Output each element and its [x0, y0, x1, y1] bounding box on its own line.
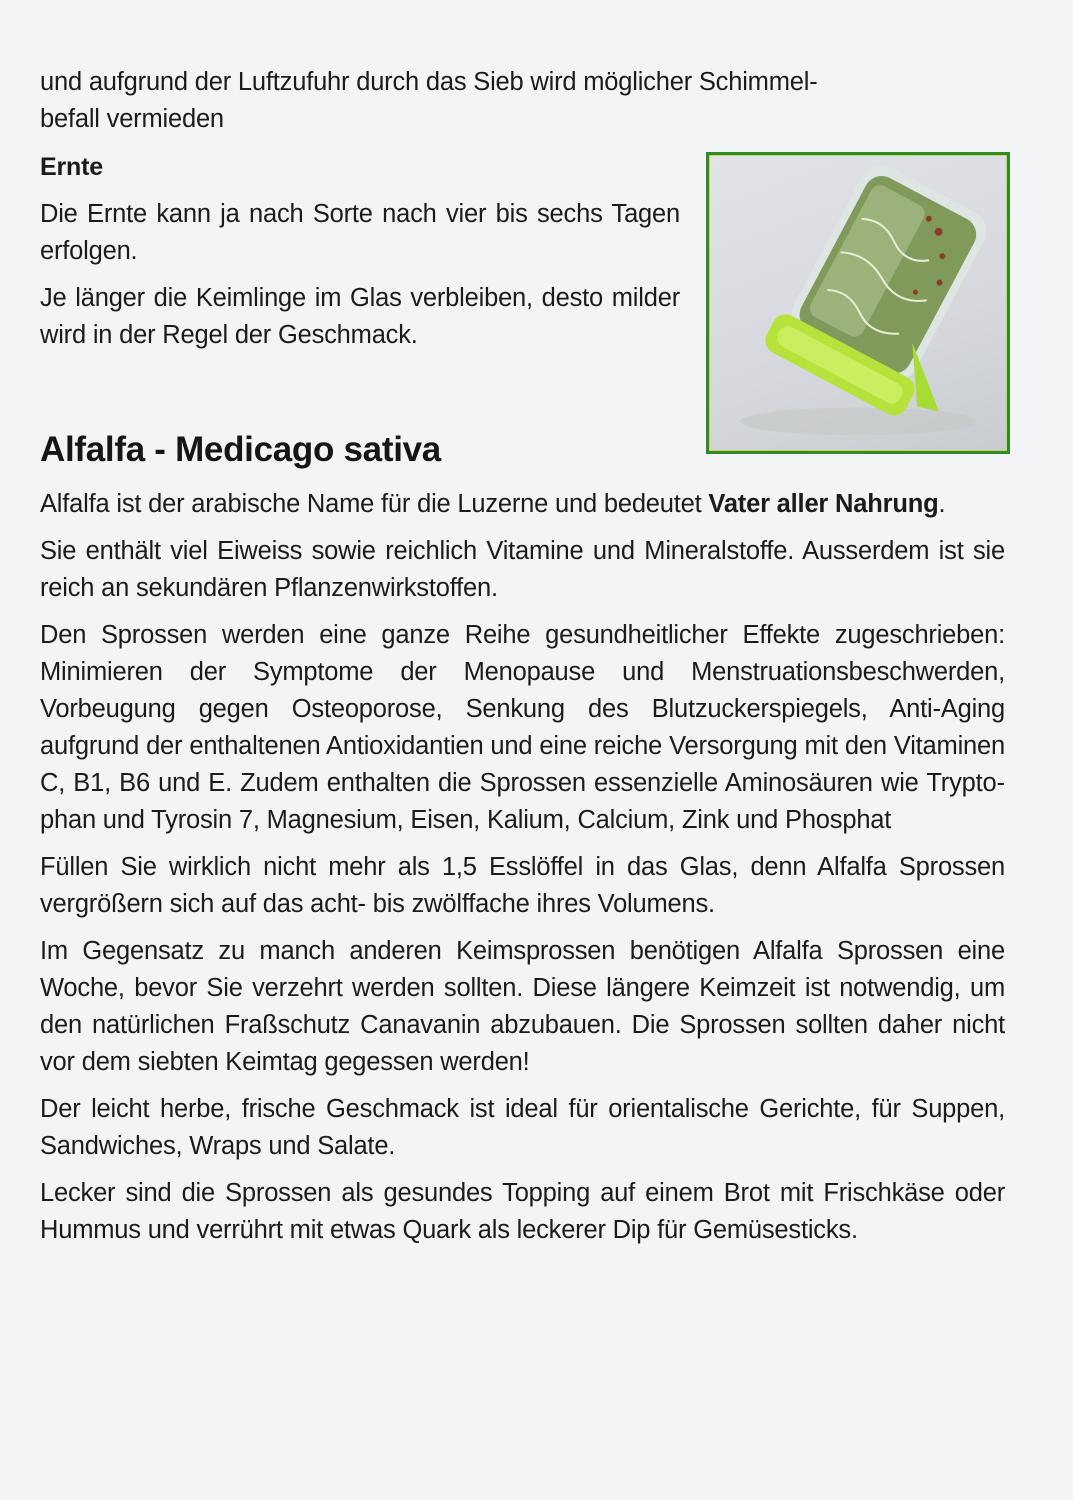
alfalfa-paragraph-1-bold: Vater aller Nahrung [708, 490, 939, 518]
alfalfa-paragraph-7: Lecker sind die Sprossen als gesundes Topping auf einem Brot mit Frischkäse oder Hummus und verrührt mit etwas Quark als leckerer Dip für Gemüsesticks. [40, 1179, 1005, 1244]
harvest-paragraph-1: Die Ernte kann ja nach Sorte nach vier bis sechs Tagen erfolgen. [40, 200, 680, 265]
alfalfa-paragraph-1-text: Alfalfa ist der arabische Name für die Luzerne und bedeutet [40, 490, 709, 518]
intro-line-1: und aufgrund der Luftzufuhr durch das Sieb wird möglicher Schimmel- [40, 68, 818, 96]
alfalfa-paragraph-2: Sie enthält viel Eiweiss sowie reichlich Vitamine und Mineralstoffe. Ausserdem ist sie reich an sekundären Pflanzenwirkstoffen. [40, 537, 1005, 602]
alfalfa-title: Alfalfa - Medicago sativa [40, 430, 441, 469]
harvest-paragraph-2: Je länger die Keimlinge im Glas verbleiben, desto milder wird in der Regel der Geschmack. [40, 284, 680, 349]
alfalfa-paragraph-4: Füllen Sie wirklich nicht mehr als 1,5 Esslöffel in das Glas, denn Alfalfa Sprossen vergrößern sich auf das acht- bis zwölffache ihres Volumens. [40, 853, 1005, 918]
alfalfa-paragraph-1 [40, 486, 1005, 523]
alfalfa-paragraph-6: Der leicht herbe, frische Geschmack ist ideal für orientalische Gerichte, für Suppen, Sandwiches, Wraps und Salate. [40, 1095, 1005, 1160]
alfalfa-section [40, 428, 1005, 1249]
alfalfa-paragraph-1-end: . [938, 490, 946, 518]
alfalfa-paragraph-5: Im Gegensatz zu manch anderen Keimsprossen benötigen Alfalfa Sprossen eine Woche, bevor Sie verzehrt werden sollten. Diese längere Keimzeit ist notwendig, um den natürlichen Fraßschutz Canavanin abzubauen. Die Sprossen sollten daher nicht vor dem siebten Keimtag gegessen werden! [40, 937, 1005, 1076]
alfalfa-paragraph-3: Den Sprossen werden eine ganze Reihe gesundheitlicher Effekte zugeschrieben: Minimieren der Symptome der Menopause und Menstruationsbeschwerden, Vorbeugung gegen Osteoporose, Senkung des Blutzuckerspiegels, Anti-Aging aufgrund der enthaltenen Antioxidantien und eine reiche Versorgung mit den Vitaminen C, B1, B6 und E. Zudem enthalten die Sprossen essenzielle Aminosäuren wie Tryptophan und Tyrosin 7, Magnesium, Eisen, Kalium, Calcium, Zink und Phosphat [40, 621, 1005, 834]
harvest-section [40, 150, 680, 354]
harvest-heading: Ernte [40, 153, 103, 181]
intro-paragraph [40, 64, 1005, 138]
sprouting-jar-illustration [709, 155, 1007, 451]
sprouting-jar-photo [706, 152, 1010, 454]
intro-line-2: befall vermieden [40, 105, 224, 133]
